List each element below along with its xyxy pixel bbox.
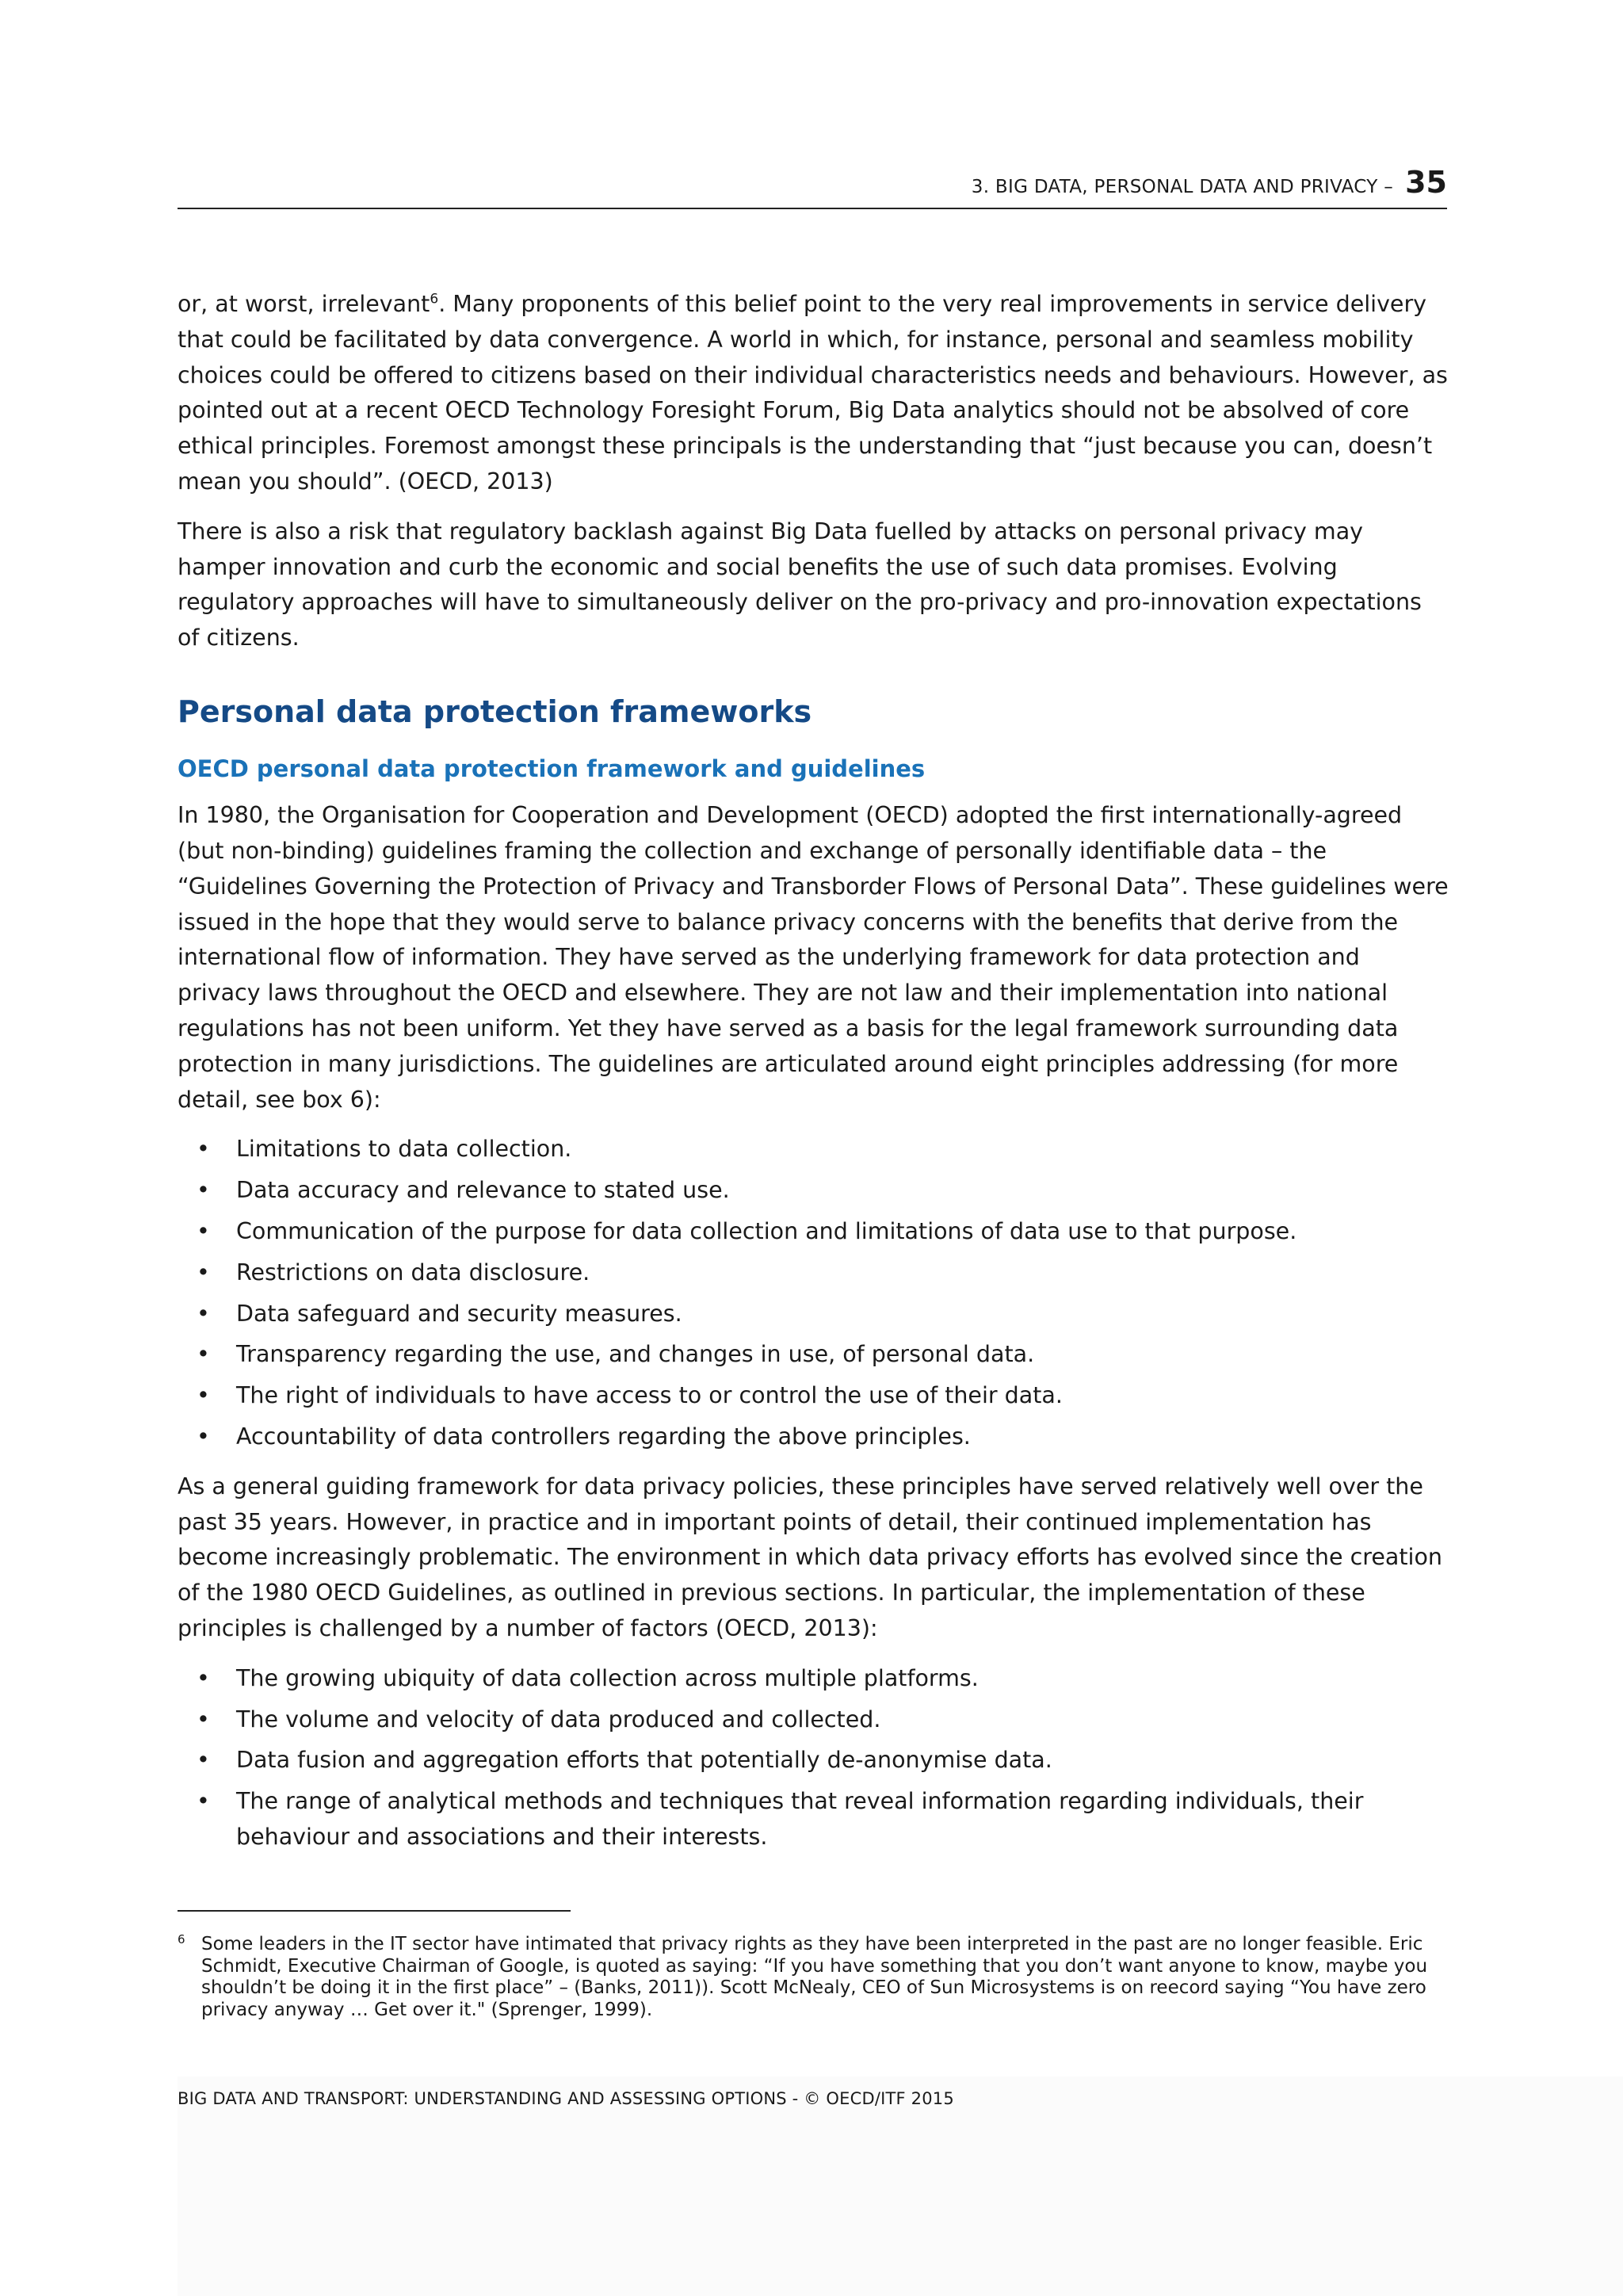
footnote (178, 1934, 1449, 2021)
paragraph-4: As a general guiding framework for data privacy policies, these principles have served relatively well over the past 35 years. However, in practice and in important points of detail, their continued implementation has become increasingly problematic. The environment in which data privacy efforts has evolved since the creation of the 1980 OECD Guidelines, as outlined in previous sections. In particular, the implementation of these principles is challenged by a number of factors (OECD, 2013): (178, 1473, 1442, 1641)
principle-item (178, 1173, 1449, 1209)
bullet-icon: • (197, 1423, 210, 1450)
footnote-reference: 6 (430, 291, 439, 308)
principle-item-text: Limitations to data collection. (236, 1136, 572, 1163)
page-number: 35 (1405, 165, 1447, 200)
principle-item (178, 1132, 1449, 1167)
principle-item-text: The right of individuals to have access to or control the use of their data. (236, 1382, 1063, 1409)
paragraph-3: In 1980, the Organisation for Cooperation and Development (OECD) adopted the first internationally-agreed (but non-binding) guidelines framing the collection and exchange of personally identifiable data – the “Guidelines Governing the Protection of Privacy and Transborder Flows of Personal Data”. These guidelines were issued in the hope that they would serve to balance privacy concerns with the benefits that derive from the international flow of information. They have served as the underlying framework for data protection and privacy laws throughout the OECD and elsewhere. They are not law and their implementation into national regulations has not been uniform. Yet they have served as a basis for the legal framework surrounding data protection in many jurisdictions. The guidelines are articulated around eight principles addressing (for more detail, see box 6): (178, 802, 1449, 1113)
challenge-item (178, 1702, 1449, 1738)
principle-item (178, 1255, 1449, 1291)
challenge-item (178, 1784, 1449, 1855)
bullet-icon: • (197, 1706, 210, 1733)
challenge-item-text: Data fusion and aggregation efforts that potentially de-anonymise data. (236, 1747, 1052, 1774)
bullet-icon: • (197, 1136, 210, 1163)
footnote-divider (178, 1910, 571, 1912)
principle-item-text: Data safeguard and security measures. (236, 1300, 682, 1327)
bullet-icon: • (197, 1218, 210, 1245)
principle-item (178, 1419, 1449, 1455)
principle-item (178, 1297, 1449, 1332)
running-header (178, 165, 1447, 209)
subsection-heading: OECD personal data protection framework and guidelines (178, 755, 926, 782)
principle-item-text: Accountability of data controllers regarding the above principles. (236, 1423, 971, 1450)
principle-item (178, 1378, 1449, 1414)
principles-list (178, 1132, 1449, 1454)
paragraph-1-rest: . Many proponents of this belief point to the very real improvements in service delivery that could be facilitated by data convergence. A world in which, for instance, personal and seamless mobility choices could be offered to citizens based on their individual characteristics needs and behaviours. However, as pointed out at a recent OECD Technology Foresight Forum, Big Data analytics should not be absolved of core ethical principles. Foremost amongst these principals is the understanding that “just because you can, doesn’t mean you should”. (OECD, 2013) (178, 291, 1448, 495)
bullet-icon: • (197, 1259, 210, 1286)
challenge-item (178, 1743, 1449, 1778)
principle-item-text: Data accuracy and relevance to stated use. (236, 1177, 730, 1204)
main-content (178, 287, 1449, 1870)
challenge-item-text: The range of analytical methods and techniques that reveal information regarding individuals, their behaviour and associations and their interests. (236, 1788, 1364, 1850)
principle-item-text: Transparency regarding the use, and changes in use, of personal data. (236, 1341, 1035, 1368)
challenge-item-text: The volume and velocity of data produced and collected. (236, 1706, 881, 1733)
bullet-icon: • (197, 1788, 210, 1815)
running-footer: BIG DATA AND TRANSPORT: UNDERSTANDING AND ASSESSING OPTIONS - © OECD/ITF 2015 (178, 2089, 954, 2108)
challenges-list (178, 1661, 1449, 1855)
principle-item-text: Restrictions on data disclosure. (236, 1259, 590, 1286)
chapter-title: 3. BIG DATA, PERSONAL DATA AND PRIVACY – (971, 177, 1394, 197)
principle-item (178, 1337, 1449, 1373)
principle-item-text: Communication of the purpose for data collection and limitations of data use to that purpose. (236, 1218, 1297, 1245)
bullet-icon: • (197, 1177, 210, 1204)
section-heading: Personal data protection frameworks (178, 693, 812, 729)
bullet-icon: • (197, 1300, 210, 1327)
page-bottom-shade (178, 2076, 1623, 2296)
challenge-item (178, 1661, 1449, 1697)
bullet-icon: • (197, 1664, 210, 1691)
bullet-icon: • (197, 1341, 210, 1368)
footnote-text: Some leaders in the IT sector have intimated that privacy rights as they have been interpreted in the past are no longer feasible. Eric Schmidt, Executive Chairman of Google, is quoted as saying: “If you have something that you don’t want anyone to know, maybe you shouldn’t be doing it in the first place” – (Banks, 2011)). Scott McNealy, CEO of Sun Microsystems is on reecord saying “You have zero privacy anyway … Get over it." (Sprenger, 1999). (201, 1934, 1428, 2020)
paragraph-1-start: or, at worst, irrelevant (178, 291, 430, 317)
challenge-item-text: The growing ubiquity of data collection across multiple platforms. (236, 1664, 979, 1691)
footnote-mark: 6 (178, 1932, 185, 1946)
paragraph-2: There is also a risk that regulatory backlash against Big Data fuelled by attacks on personal privacy may hamper innovation and curb the economic and social benefits the use of such data promises. Evolving regulatory approaches will have to simultaneously deliver on the pro-privacy and pro-innovation expectations of citizens. (178, 518, 1422, 651)
bullet-icon: • (197, 1747, 210, 1774)
paragraph-1 (178, 287, 1449, 500)
principle-item (178, 1214, 1449, 1250)
bullet-icon: • (197, 1382, 210, 1409)
